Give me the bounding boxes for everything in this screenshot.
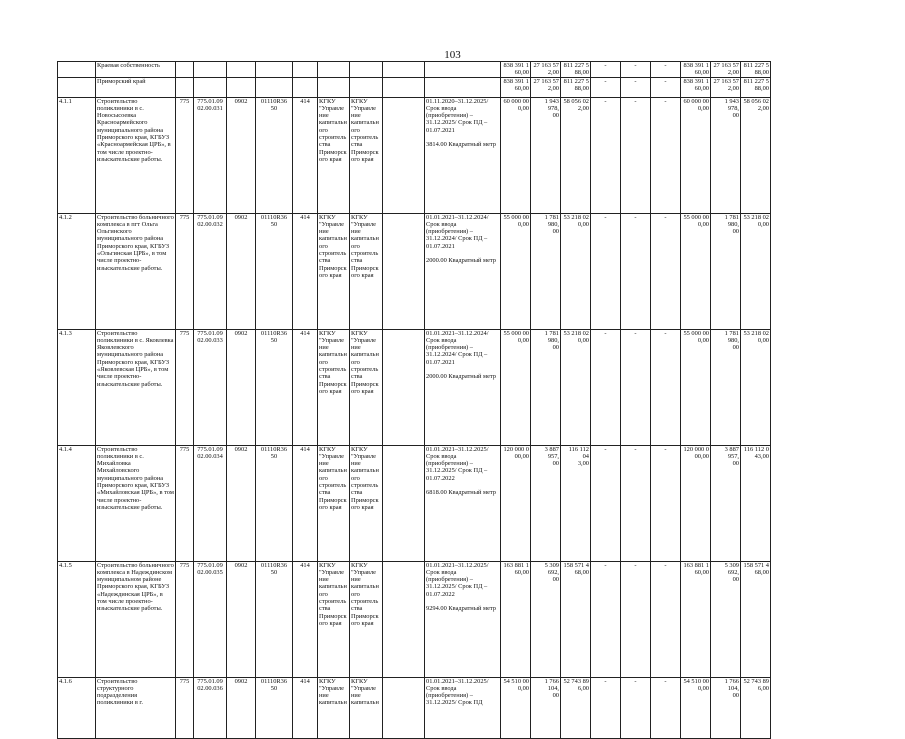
object-name-cell: Строительство структурного подразделения поликлиники в г. [96,677,176,738]
total-regional-cell: 158 571 4 68,00 [741,561,771,677]
section-cell: 0902 [227,329,256,445]
section-cell: 0902 [227,445,256,561]
row-number-cell: 4.1.5 [58,561,96,677]
total-regional-cell: 53 218 02 0,00 [741,329,771,445]
grbs-cell: 775 [176,97,194,213]
dash-cell: - [621,329,651,445]
period-capacity-cell: 01.01.2021–31.12.2024/ Срок ввода (приобретения) – 31.12.2024/ Срок ПД – 01.07.2021 2000.00 Квадратный метр [425,329,501,445]
target-article-cell: 01110R36 50 [256,677,293,738]
dash-cell: - [591,445,621,561]
financing-federal-cell: 1 766 104, 00 [531,677,561,738]
total-all-cell: 55 000 00 0,00 [681,213,711,329]
customer-cell: КГКУ "Управле ние капитальн ого строитель ства Приморск ого края [318,561,350,677]
dash-cell: - [591,561,621,677]
expense-type-cell: 414 [293,445,318,561]
financing-total-cell: 54 510 00 0,00 [501,677,531,738]
total-federal-cell: 27 163 57 2,00 [711,77,741,97]
total-federal-cell: 1 766 104, 00 [711,677,741,738]
financing-regional-cell: 811 227 5 88,00 [561,62,591,78]
empty-cell [194,77,227,97]
empty-cell [176,77,194,97]
total-regional-cell: 811 227 5 88,00 [741,62,771,78]
empty-cell [383,561,425,677]
financing-federal-cell: 1 781 980, 00 [531,329,561,445]
empty-cell [425,62,501,78]
section-cell: 0902 [227,213,256,329]
row-number-cell: 4.1.2 [58,213,96,329]
target-article-cell: 01110R36 50 [256,445,293,561]
empty-cell [383,445,425,561]
empty-cell [318,77,350,97]
grbs-cell: 775 [176,329,194,445]
empty-cell [383,97,425,213]
expense-type-cell: 414 [293,561,318,677]
row-number-cell: 4.1.6 [58,677,96,738]
table-row [58,445,771,561]
builder-cell: КГКУ "Управле ние капитальн ого строитель ства Приморск ого края [350,329,383,445]
object-name-cell: Краевая собственность [96,62,176,78]
dash-cell: - [651,213,681,329]
total-federal-cell: 1 781 980, 00 [711,213,741,329]
expense-type-cell: 414 [293,213,318,329]
section-cell: 0902 [227,561,256,677]
total-all-cell: 838 391 1 60,00 [681,77,711,97]
empty-cell [227,62,256,78]
financing-regional-cell: 53 218 02 0,00 [561,213,591,329]
financing-regional-cell: 53 218 02 0,00 [561,329,591,445]
total-regional-cell: 53 218 02 0,00 [741,213,771,329]
financing-regional-cell: 158 571 4 68,00 [561,561,591,677]
summary-row [58,77,771,97]
dash-cell: - [621,213,651,329]
empty-cell [227,77,256,97]
grbs-cell: 775 [176,561,194,677]
grbs-cell: 775 [176,445,194,561]
empty-cell [383,213,425,329]
page-number: 103 [444,49,461,61]
dash-cell: - [651,329,681,445]
total-all-cell: 54 510 00 0,00 [681,677,711,738]
period-capacity-cell: 01.01.2021–31.12.2025/ Срок ввода (приобретения) – 31.12.2025/ Срок ПД – 01.07.2022 9294.00 Квадратный метр [425,561,501,677]
target-article-cell: 01110R36 50 [256,213,293,329]
section-cell: 0902 [227,97,256,213]
dash-cell: - [621,77,651,97]
financing-total-cell: 120 000 0 00,00 [501,445,531,561]
object-name-cell: Строительство поликлиники в с. Новосысоевка Красноармейского муниципального района Приморского края, КГБУЗ «Красноармейская ЦРБ», в том числе проектно-изыскательские работы. [96,97,176,213]
code-cell: 775.01.09 02.00.036 [194,677,227,738]
empty-cell [293,77,318,97]
code-cell: 775.01.09 02.00.032 [194,213,227,329]
code-cell: 775.01.09 02.00.035 [194,561,227,677]
empty-cell [256,62,293,78]
total-regional-cell: 58 056 02 2,00 [741,97,771,213]
expense-type-cell: 414 [293,97,318,213]
total-all-cell: 120 000 0 00,00 [681,445,711,561]
code-cell: 775.01.09 02.00.031 [194,97,227,213]
empty-cell [383,329,425,445]
empty-cell [256,77,293,97]
financing-total-cell: 838 391 1 60,00 [501,77,531,97]
expense-type-cell: 414 [293,677,318,738]
section-cell: 0902 [227,677,256,738]
empty-cell [350,77,383,97]
number-cell [58,77,96,97]
investment-objects-table [57,61,771,739]
period-capacity-cell: 01.01.2021–31.12.2025/ Срок ввода (приобретения) – 31.12.2025/ Срок ПД [425,677,501,738]
builder-cell: КГКУ "Управле ние капитальн ого строитель ства Приморск ого края [350,561,383,677]
object-name-cell: Строительство поликлиники в с. Яковлевка Яковлевского муниципального района Приморского края, КГБУЗ «Яковлевская ЦРБ», в том числе проектно-изыскательские работы. [96,329,176,445]
total-regional-cell: 116 112 0 43,00 [741,445,771,561]
dash-cell: - [591,213,621,329]
financing-federal-cell: 27 163 57 2,00 [531,77,561,97]
empty-cell [383,62,425,78]
total-regional-cell: 811 227 5 88,00 [741,77,771,97]
empty-cell [350,62,383,78]
target-article-cell: 01110R36 50 [256,97,293,213]
empty-cell [318,62,350,78]
empty-cell [425,77,501,97]
dash-cell: - [621,445,651,561]
table-row [58,561,771,677]
target-article-cell: 01110R36 50 [256,561,293,677]
period-capacity-cell: 01.11.2020–31.12.2025/ Срок ввода (приобретения) – 31.12.2025/ Срок ПД – 01.07.2021 3814.00 Квадратный метр [425,97,501,213]
row-number-cell: 4.1.3 [58,329,96,445]
customer-cell: КГКУ "Управле ние капитальн ого строитель ства Приморск ого края [318,445,350,561]
financing-regional-cell: 52 743 89 6,00 [561,677,591,738]
table-row [58,329,771,445]
dash-cell: - [591,97,621,213]
financing-regional-cell: 811 227 5 88,00 [561,77,591,97]
table-row [58,677,771,738]
financing-federal-cell: 5 309 692, 00 [531,561,561,677]
summary-row [58,62,771,78]
total-federal-cell: 3 887 957, 00 [711,445,741,561]
builder-cell: КГКУ "Управле ние капитальн ого строитель ства Приморск ого края [350,213,383,329]
empty-cell [383,677,425,738]
total-federal-cell: 5 309 692, 00 [711,561,741,677]
builder-cell: КГКУ "Управле ние капитальн ого строитель ства Приморск ого края [350,97,383,213]
total-all-cell: 55 000 00 0,00 [681,329,711,445]
object-name-cell: Приморский край [96,77,176,97]
financing-total-cell: 60 000 00 0,00 [501,97,531,213]
total-federal-cell: 1 781 980, 00 [711,329,741,445]
builder-cell: КГКУ "Управле ние капитальн ого строитель ства Приморск ого края [350,445,383,561]
financing-total-cell: 163 881 1 60,00 [501,561,531,677]
financing-total-cell: 55 000 00 0,00 [501,329,531,445]
financing-federal-cell: 1 943 978, 00 [531,97,561,213]
customer-cell: КГКУ "Управле ние капитальн ого строитель ства Приморск ого края [318,97,350,213]
financing-total-cell: 55 000 00 0,00 [501,213,531,329]
target-article-cell: 01110R36 50 [256,329,293,445]
dash-cell: - [651,561,681,677]
code-cell: 775.01.09 02.00.033 [194,329,227,445]
customer-cell: КГКУ "Управле ние капитальн [318,677,350,738]
dash-cell: - [651,97,681,213]
code-cell: 775.01.09 02.00.034 [194,445,227,561]
customer-cell: КГКУ "Управле ние капитальн ого строитель ства Приморск ого края [318,213,350,329]
total-all-cell: 838 391 1 60,00 [681,62,711,78]
total-federal-cell: 1 943 978, 00 [711,97,741,213]
grbs-cell: 775 [176,677,194,738]
financing-regional-cell: 58 056 02 2,00 [561,97,591,213]
total-all-cell: 163 881 1 60,00 [681,561,711,677]
dash-cell: - [651,77,681,97]
financing-total-cell: 838 391 1 60,00 [501,62,531,78]
financing-federal-cell: 1 781 980, 00 [531,213,561,329]
dash-cell: - [621,677,651,738]
total-regional-cell: 52 743 89 6,00 [741,677,771,738]
grbs-cell: 775 [176,213,194,329]
dash-cell: - [591,329,621,445]
dash-cell: - [651,445,681,561]
object-name-cell: Строительство больничного комплекса в пгт Ольга Ольгинского муниципального района Приморского края, КГБУЗ «Ольгинская ЦРБ», в том числе проектно-изыскательские работы. [96,213,176,329]
empty-cell [176,62,194,78]
financing-regional-cell: 116 112 04 3,00 [561,445,591,561]
dash-cell: - [651,677,681,738]
table-row [58,97,771,213]
total-federal-cell: 27 163 57 2,00 [711,62,741,78]
object-name-cell: Строительство поликлиники в с. Михайловка Михайловского муниципального района Приморского края, КГБУЗ «Михайловская ЦРБ», в том числе проектно-изыскательские работы. [96,445,176,561]
empty-cell [194,62,227,78]
expense-type-cell: 414 [293,329,318,445]
period-capacity-cell: 01.01.2021–31.12.2025/ Срок ввода (приобретения) – 31.12.2025/ Срок ПД – 01.07.2022 6818.00 Квадратный метр [425,445,501,561]
dash-cell: - [651,62,681,78]
dash-cell: - [591,62,621,78]
period-capacity-cell: 01.01.2021–31.12.2024/ Срок ввода (приобретения) – 31.12.2024/ Срок ПД – 01.07.2021 2000.00 Квадратный метр [425,213,501,329]
table-row [58,213,771,329]
empty-cell [293,62,318,78]
row-number-cell: 4.1.4 [58,445,96,561]
builder-cell: КГКУ "Управле ние капитальн [350,677,383,738]
dash-cell: - [621,62,651,78]
customer-cell: КГКУ "Управле ние капитальн ого строитель ства Приморск ого края [318,329,350,445]
dash-cell: - [621,97,651,213]
financing-federal-cell: 27 163 57 2,00 [531,62,561,78]
financing-federal-cell: 3 887 957, 00 [531,445,561,561]
total-all-cell: 60 000 00 0,00 [681,97,711,213]
empty-cell [383,77,425,97]
number-cell [58,62,96,78]
dash-cell: - [591,677,621,738]
dash-cell: - [621,561,651,677]
dash-cell: - [591,77,621,97]
row-number-cell: 4.1.1 [58,97,96,213]
object-name-cell: Строительство больничного комплекса в Надеждинском муниципальном районе Приморского края, КГБУЗ «Надеждинская ЦРБ», в том числе проектно-изыскательские работы. [96,561,176,677]
